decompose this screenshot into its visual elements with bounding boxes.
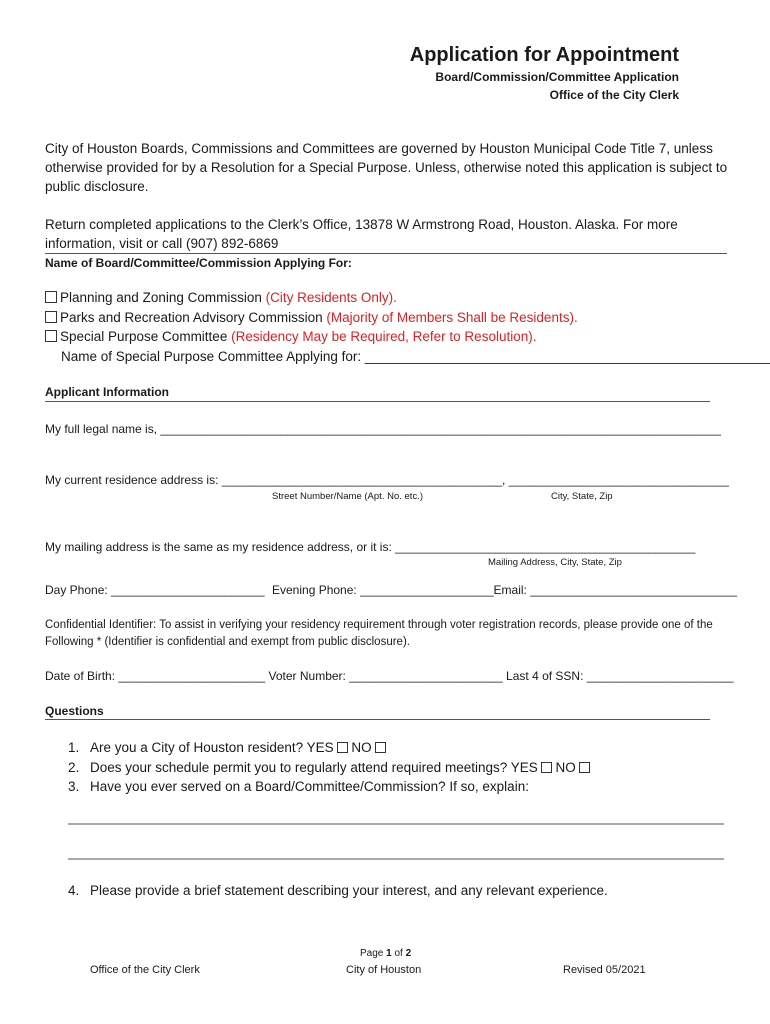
page-number: Page 1 of 2	[360, 948, 412, 959]
applicant-heading: Applicant Information	[45, 385, 169, 399]
page-subtitle: Board/Commission/Committee Application	[435, 70, 679, 84]
footer-office: Office of the City Clerk	[90, 964, 200, 976]
divider	[45, 253, 727, 254]
question-2: 2. Does your schedule permit you to regularly attend required meetings? YES NO	[68, 760, 590, 775]
checkbox[interactable]	[45, 291, 57, 303]
no-checkbox[interactable]	[579, 762, 590, 773]
page-title: Application for Appointment	[409, 44, 679, 66]
question-1: 1. Are you a City of Houston resident? YES NO	[68, 740, 386, 755]
special-purpose-field[interactable]: Name of Special Purpose Committee Applying for: ______________________________________________________	[61, 349, 770, 364]
divider	[45, 401, 710, 402]
no-checkbox[interactable]	[375, 742, 386, 753]
intro-paragraph: City of Houston Boards, Commissions and Committees are governed by Houston Municipal Code Title 7, unless otherwise provided for by a Resolution for a Special Purpose. Unless, otherwise noted this application is subject to public disclosure.	[45, 141, 728, 194]
full-name-field[interactable]: My full legal name is, ____________________________________________________________________________________	[45, 422, 721, 436]
day-phone-field[interactable]: Day Phone: _______________________	[45, 583, 265, 597]
page-office: Office of the City Clerk	[549, 88, 679, 102]
questions-heading: Questions	[45, 704, 104, 718]
answer-line-2[interactable]	[68, 858, 724, 860]
footer-city: City of Houston	[346, 964, 422, 976]
yes-checkbox[interactable]	[337, 742, 348, 753]
evening-phone-email-field[interactable]: Evening Phone: ____________________Email: _______________________________	[272, 583, 738, 597]
checkbox[interactable]	[45, 311, 57, 323]
checkbox[interactable]	[45, 330, 57, 342]
confidential-note: Confidential Identifier: To assist in verifying your residency requirement through voter registration records, please provide one of the Following * (Identifier is confidential and exempt from public disclosure).	[45, 619, 713, 648]
footer-revised: Revised 05/2021	[563, 964, 646, 976]
option-planning[interactable]: Planning and Zoning Commission (City Residents Only).	[45, 290, 397, 305]
mailing-hint: Mailing Address, City, State, Zip	[488, 557, 622, 568]
mailing-field[interactable]: My mailing address is the same as my residence address, or it is: _____________________________________________	[45, 540, 696, 554]
residence-field[interactable]: My current residence address is: __________________________________________, _________________________________	[45, 473, 729, 487]
residence-hint-street: Street Number/Name (Apt. No. etc.)	[272, 491, 423, 502]
identifier-fields[interactable]: Date of Birth: ______________________ Voter Number: _______________________ Last 4 of SSN: ______________________	[45, 669, 734, 683]
residence-hint-city: City, State, Zip	[551, 491, 613, 502]
option-parks[interactable]: Parks and Recreation Advisory Commission (Majority of Members Shall be Residents).	[45, 310, 578, 325]
return-paragraph: Return completed applications to the Clerk’s Office, 13878 W Armstrong Road, Houston. Alaska. For more information, visit or call (907) 892-6869	[45, 217, 678, 251]
divider	[45, 719, 710, 720]
answer-line-1[interactable]	[68, 823, 724, 825]
board-heading: Name of Board/Committee/Commission Applying For:	[45, 256, 352, 270]
option-special-purpose[interactable]: Special Purpose Committee (Residency May be Required, Refer to Resolution).	[45, 329, 536, 344]
question-4: 4. Please provide a brief statement describing your interest, and any relevant experience.	[68, 883, 608, 898]
yes-checkbox[interactable]	[541, 762, 552, 773]
question-3: 3. Have you ever served on a Board/Committee/Commission? If so, explain:	[68, 779, 529, 794]
